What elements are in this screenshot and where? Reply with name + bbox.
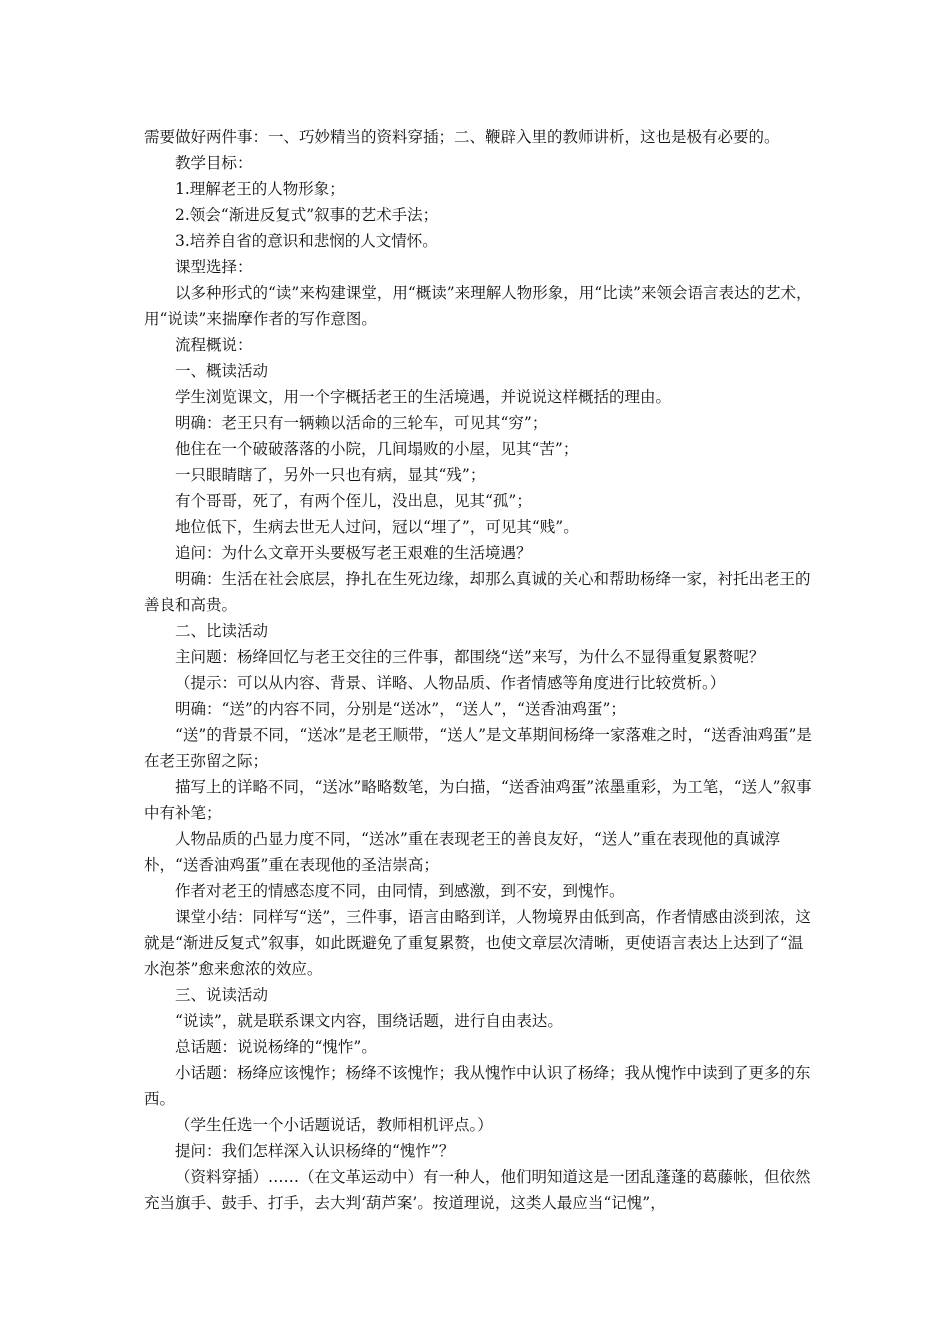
goal-item-2: 2.领会“渐进反复式”叙事的艺术手法； — [175, 206, 439, 224]
paragraph: 学生浏览课文，用一个字概括老王的生活境遇，并说说这样概括的理由。 — [175, 388, 672, 406]
section-heading-1: 一、概读活动 — [175, 362, 269, 380]
paragraph: 主问题：杨绛回忆与老王交往的三件事，都围绕“送”来写，为什么不显得重复累赘呢？ — [175, 648, 765, 666]
paragraph: 明确：生活在社会底层，挣扎在生死边缘，却那么真诚的关心和帮助杨绛一家，衬托出老王的善良和高贵。 — [144, 570, 811, 614]
paragraph: 他住在一个破破落落的小院，几间塌败的小屋，见其“苦”； — [175, 440, 579, 458]
paragraph-summary: 课堂小结：同样写“送”，三件事，语言由略到详，人物境界由低到高，作者情感由淡到浓，这就是“渐进反复式”叙事，如此既避免了重复累赘，也使文章层次清晰，更使语言表达上达到了“温水泡茶”愈来愈浓的效应。 — [144, 908, 811, 978]
paragraph: （提示：可以从内容、背景、详略、人物品质、作者情感等角度进行比较赏析。） — [175, 674, 726, 692]
paragraph-lesson-type: 以多种形式的“读”来构建课堂，用“概读”来理解人物形象，用“比读”来领会语言表达的艺术，用“说读”来揣摩作者的写作意图。 — [144, 284, 812, 328]
paragraph: 总话题：说说杨绛的“愧怍”。 — [175, 1038, 377, 1056]
paragraph: 地位低下，生病去世无人过问，冠以“埋了”，可见其“贱”。 — [175, 518, 579, 536]
paragraph: 一只眼睛瞎了，另外一只也有病，显其“残”； — [175, 466, 486, 484]
paragraph: 明确：“送”的内容不同，分别是“送冰”，“送人”，“送香油鸡蛋”； — [175, 700, 626, 718]
document-body — [144, 124, 814, 1216]
paragraph: 作者对老王的情感态度不同，由同情，到感激，到不安，到愧怍。 — [175, 882, 625, 900]
paragraph: “说读”，就是联系课文内容，围绕话题，进行自由表达。 — [175, 1012, 563, 1030]
heading-teaching-goals: 教学目标： — [175, 154, 253, 172]
section-heading-2: 二、比读活动 — [175, 622, 269, 640]
paragraph: “送”的背景不同，“送冰”是老王顺带，“送人”是文革期间杨绛一家落难之时，“送香油鸡蛋”是在老王弥留之际； — [144, 726, 812, 770]
paragraph: （资料穿插）……（在文革运动中）有一种人，他们明知道这是一团乱蓬蓬的葛藤帐，但依然充当旗手、鼓手、打手，去大判‘葫芦案’。按道理说，这类人最应当“记愧”， — [144, 1168, 811, 1212]
goal-item-3: 3.培养自省的意识和悲悯的人文情怀。 — [175, 232, 438, 250]
paragraph: 明确：老王只有一辆赖以活命的三轮车，可见其“穷”； — [175, 414, 548, 432]
heading-lesson-type: 课型选择： — [175, 258, 253, 276]
paragraph: 追问：为什么文章开头要极写老王艰难的生活境遇？ — [175, 544, 532, 562]
paragraph: 描写上的详略不同，“送冰”略略数笔，为白描，“送香油鸡蛋”浓墨重彩，为工笔，“送人”叙事中有补笔； — [144, 778, 812, 822]
paragraph: 小话题：杨绛应该愧怍；杨绛不该愧怍；我从愧怍中认识了杨绛；我从愧怍中读到了更多的东西。 — [144, 1064, 811, 1108]
paragraph: 提问：我们怎样深入认识杨绛的“愧怍”？ — [175, 1142, 455, 1160]
goal-item-1: 1.理解老王的人物形象； — [175, 180, 345, 198]
paragraph-continuation: 需要做好两件事：一、巧妙精当的资料穿插；二、鞭辟入里的教师讲析，这也是极有必要的。 — [144, 128, 780, 146]
paragraph: 人物品质的凸显力度不同，“送冰”重在表现老王的善良友好，“送人”重在表现他的真诚淳朴，“送香油鸡蛋”重在表现他的圣洁崇高； — [144, 830, 781, 874]
section-heading-3: 三、说读活动 — [175, 986, 269, 1004]
paragraph: 有个哥哥，死了，有两个侄儿，没出息，见其“孤”； — [175, 492, 532, 510]
heading-process-overview: 流程概说： — [175, 336, 253, 354]
paragraph: （学生任选一个小话题说话，教师相机评点。） — [175, 1116, 493, 1134]
